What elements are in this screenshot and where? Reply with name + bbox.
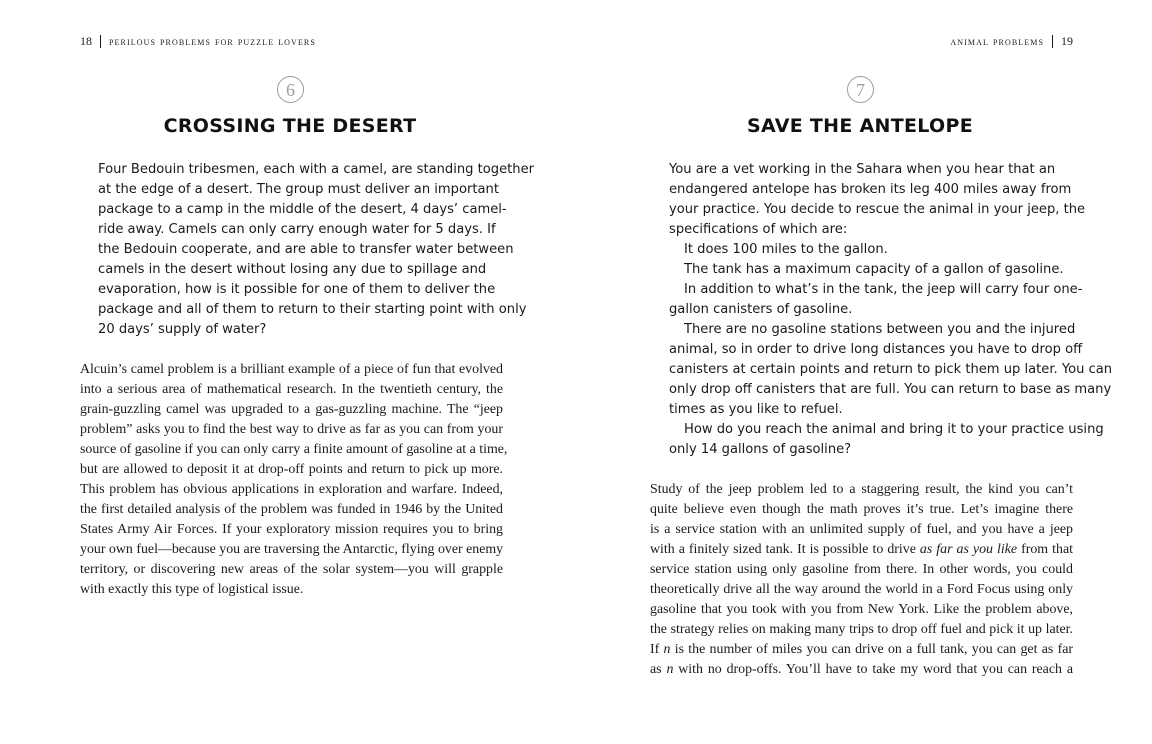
puzzle-line: endangered antelope has broken its leg 400 miles away from xyxy=(669,182,1072,197)
body-text-fragment: If xyxy=(650,642,664,657)
body-line: into a serious area of mathematical research. In the twentieth century, the xyxy=(80,382,503,397)
puzzle-line: times as you like to refuel. xyxy=(669,402,843,417)
puzzle-line: package to a camp in the middle of the desert, 4 days’ camel- xyxy=(98,202,507,217)
body-text-fragment: as xyxy=(650,662,667,677)
body-line: the strategy relies on making many trips to drop off fuel and pick it up later. xyxy=(650,622,1073,637)
body-line: territory, or discovering new areas of the solar system—you will grapple xyxy=(80,562,503,577)
puzzle-line: Four Bedouin tribesmen, each with a camel, are standing together xyxy=(98,162,535,177)
spec-item: It does 100 miles to the gallon. xyxy=(684,242,888,257)
body-line: but are allowed to deposit it at drop-off points and return to pick up more. xyxy=(80,462,503,477)
commentary-paragraph xyxy=(80,360,508,600)
puzzle-question: How do you reach the animal and bring it to your practice using xyxy=(684,422,1104,437)
right-running-title: animal problems xyxy=(950,35,1044,48)
puzzle-number-badge xyxy=(277,76,304,103)
running-head-divider xyxy=(1052,35,1053,48)
body-line: Study of the jeep problem led to a staggering result, the kind you can’t xyxy=(650,482,1073,497)
body-text-fragment: is the number of miles you can drive on a full tank, you can get as far xyxy=(670,642,1073,657)
body-line: This problem has obvious applications in exploration and warfare. Indeed, xyxy=(80,482,503,497)
body-line: with exactly this type of logistical issue. xyxy=(80,582,304,597)
body-text-fragment: with a finitely sized tank. It is possible to drive xyxy=(650,542,920,557)
puzzle-line: canisters at certain points and return to pick them up later. You can xyxy=(669,362,1113,377)
body-line: is a service station with an unlimited supply of fuel, and you have a jeep xyxy=(650,522,1073,537)
right-page xyxy=(576,0,1152,744)
body-line: theoretically drive all the way around the world in a Ford Focus using only xyxy=(650,582,1073,597)
body-line: Alcuin’s camel problem is a brilliant example of a piece of fun that evolved xyxy=(80,362,503,377)
body-text-fragment: with no drop-offs. You’ll have to take my word that you can reach a xyxy=(673,662,1073,677)
emphasized-text: n xyxy=(666,662,674,677)
puzzle-line: specifications of which are: xyxy=(669,222,848,237)
body-line: quite believe even though the math proves it’s true. Let’s imagine there xyxy=(650,502,1073,517)
body-line: your own fuel—because you are traversing the Antarctic, flying over enemy xyxy=(80,542,504,557)
puzzle-number-badge xyxy=(847,76,874,103)
body-line xyxy=(650,540,1073,560)
left-page-number: 18 xyxy=(80,34,92,48)
right-running-head xyxy=(950,34,1073,49)
right-page-number: 19 xyxy=(1061,34,1073,48)
puzzle-line: gallon canisters of gasoline. xyxy=(669,302,853,317)
puzzle-line: 20 days’ supply of water? xyxy=(98,322,267,337)
body-line: problem” asks you to find the best way to drive as far as you can from your xyxy=(80,422,503,437)
commentary-paragraph xyxy=(650,480,1073,680)
spec-item: In addition to what’s in the tank, the jeep will carry four one- xyxy=(684,282,1083,297)
puzzle-line: ride away. Camels can only carry enough water for 5 days. If xyxy=(98,222,496,237)
puzzle-statement xyxy=(98,160,535,340)
emphasized-text: n xyxy=(663,642,671,657)
puzzle-title: SAVE THE ANTELOPE xyxy=(747,115,973,137)
puzzle-line: only 14 gallons of gasoline? xyxy=(669,442,852,457)
body-line: service station using only gasoline from there. In other words, you could xyxy=(650,562,1073,577)
body-line: the first detailed analysis of the problem was funded in 1946 by the United xyxy=(80,502,503,517)
puzzle-line: You are a vet working in the Sahara when you hear that an xyxy=(669,162,1056,177)
body-line: source of gasoline if you can only carry a finite amount of gasoline at a time, xyxy=(80,442,508,457)
puzzle-line: only drop off canisters that are full. You can return to base as many xyxy=(669,382,1112,397)
puzzle-number: 7 xyxy=(856,79,865,100)
puzzle-line: your practice. You decide to rescue the animal in your jeep, the xyxy=(669,202,1086,217)
body-line xyxy=(650,660,1073,680)
left-running-head xyxy=(80,34,316,49)
body-line: grain-guzzling camel was upgraded to a gas-guzzling machine. The “jeep xyxy=(80,402,503,417)
puzzle-line: the Bedouin cooperate, and are able to transfer water between xyxy=(98,242,514,257)
puzzle-number: 6 xyxy=(286,79,295,100)
left-running-title: perilous problems for puzzle lovers xyxy=(109,35,316,48)
body-line: gasoline that you took with you from New York. Like the problem above, xyxy=(650,602,1073,617)
emphasized-text: as far as you like xyxy=(919,542,1018,557)
puzzle-line: animal, so in order to drive long distances you have to drop off xyxy=(669,342,1083,357)
puzzle-line: package and all of them to return to their starting point with only xyxy=(98,302,527,317)
body-line: States Army Air Forces. If your exploratory mission requires you to bring xyxy=(80,522,503,537)
puzzle-title: CROSSING THE DESERT xyxy=(163,115,417,137)
body-line xyxy=(650,640,1073,660)
puzzle-line: There are no gasoline stations between you and the injured xyxy=(684,322,1076,337)
puzzle-line: camels in the desert without losing any due to spillage and xyxy=(98,262,487,277)
body-text-fragment: from that xyxy=(1017,542,1073,557)
puzzle-line: evaporation, how is it possible for one of them to deliver the xyxy=(98,282,496,297)
puzzle-line: at the edge of a desert. The group must deliver an important xyxy=(98,182,499,197)
spec-item: The tank has a maximum capacity of a gallon of gasoline. xyxy=(684,262,1064,277)
running-head-divider xyxy=(100,35,101,48)
puzzle-statement xyxy=(669,160,1113,460)
